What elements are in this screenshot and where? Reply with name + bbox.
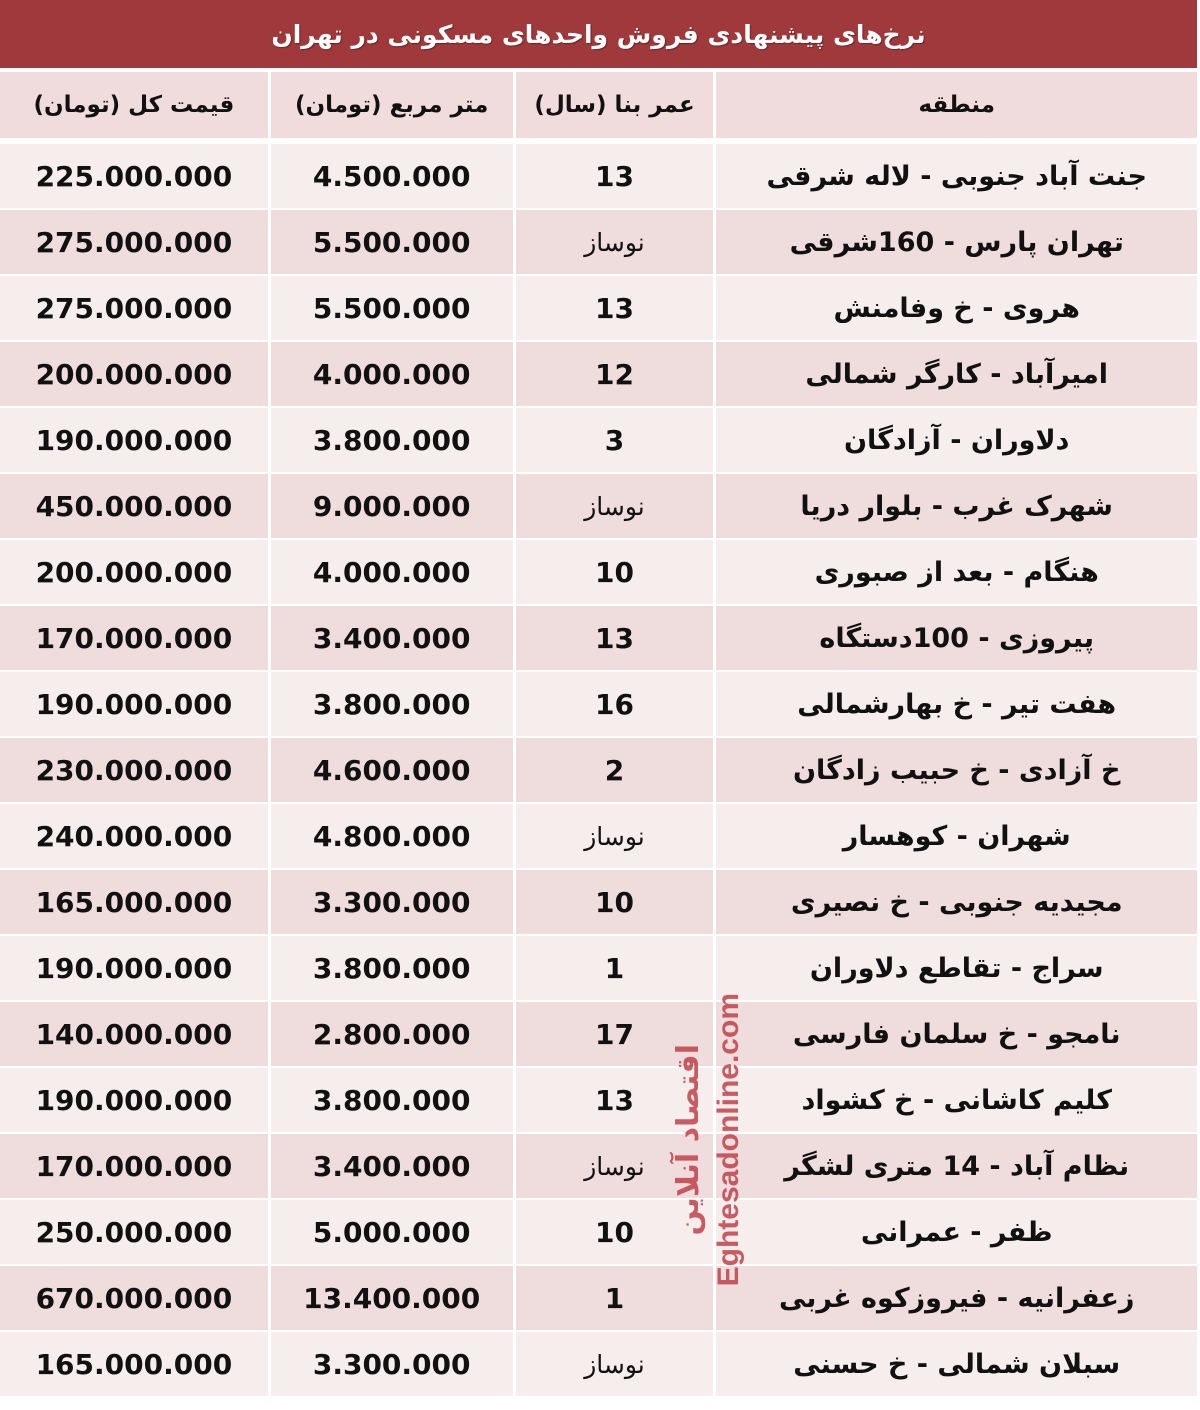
cell-region: سبلان شمالی - خ حسنی — [716, 1332, 1197, 1396]
cell-building-age: نوساز — [516, 1134, 714, 1198]
table-row — [0, 1002, 1197, 1066]
cell-building-age: 1 — [516, 936, 714, 1000]
table-header-row — [0, 72, 1197, 138]
cell-building-age: نوساز — [516, 474, 714, 538]
cell-total-price: 230.000.000 — [0, 738, 268, 802]
watermark-fa: اقتصاد آنلاین — [670, 1044, 706, 1236]
cell-region: کلیم کاشانی - خ کشواد — [716, 1068, 1197, 1132]
cell-region: امیرآباد - کارگر شمالی — [716, 342, 1197, 406]
cell-total-price: 170.000.000 — [0, 606, 268, 670]
cell-region: نظام آباد - 14 متری لشگر — [716, 1134, 1197, 1198]
cell-price-per-sqm: 3.300.000 — [271, 1332, 513, 1396]
cell-price-per-sqm: 9.000.000 — [271, 474, 513, 538]
table-row — [0, 408, 1197, 472]
price-table — [0, 72, 1197, 1398]
cell-building-age: نوساز — [516, 1332, 714, 1396]
cell-price-per-sqm: 2.800.000 — [271, 1002, 513, 1066]
cell-building-age: 3 — [516, 408, 714, 472]
cell-region: سراج - تقاطع دلاوران — [716, 936, 1197, 1000]
header-price-per-sqm: متر مربع (تومان) — [271, 72, 513, 138]
cell-price-per-sqm: 3.400.000 — [271, 606, 513, 670]
cell-building-age: 1 — [516, 1266, 714, 1330]
cell-total-price: 170.000.000 — [0, 1134, 268, 1198]
cell-price-per-sqm: 3.800.000 — [271, 1068, 513, 1132]
cell-region: پیروزی - 100دستگاه — [716, 606, 1197, 670]
table-row — [0, 672, 1197, 736]
table-row — [0, 606, 1197, 670]
cell-price-per-sqm: 4.000.000 — [271, 540, 513, 604]
cell-building-age: 13 — [516, 276, 714, 340]
cell-price-per-sqm: 4.600.000 — [271, 738, 513, 802]
cell-total-price: 190.000.000 — [0, 672, 268, 736]
cell-total-price: 190.000.000 — [0, 1068, 268, 1132]
cell-region: نامجو - خ سلمان فارسی — [716, 1002, 1197, 1066]
cell-price-per-sqm: 3.800.000 — [271, 408, 513, 472]
table-row — [0, 1332, 1197, 1396]
cell-building-age: نوساز — [516, 804, 714, 868]
table-row — [0, 276, 1197, 340]
cell-total-price: 190.000.000 — [0, 408, 268, 472]
cell-building-age: 10 — [516, 540, 714, 604]
cell-price-per-sqm: 4.000.000 — [271, 342, 513, 406]
cell-total-price: 240.000.000 — [0, 804, 268, 868]
cell-region: خ آزادی - خ حبیب زادگان — [716, 738, 1197, 802]
cell-building-age: 13 — [516, 606, 714, 670]
table-row — [0, 1134, 1197, 1198]
cell-total-price: 200.000.000 — [0, 540, 268, 604]
cell-price-per-sqm: 5.500.000 — [271, 276, 513, 340]
cell-building-age: 10 — [516, 870, 714, 934]
header-building-age: عمر بنا (سال) — [516, 72, 714, 138]
cell-price-per-sqm: 4.800.000 — [271, 804, 513, 868]
cell-building-age: نوساز — [516, 210, 714, 274]
cell-region: شهران - کوهسار — [716, 804, 1197, 868]
cell-price-per-sqm: 5.000.000 — [271, 1200, 513, 1264]
table-title: نرخ‌های پیشنهادی فروش واحدهای مسکونی در تهران — [0, 0, 1197, 68]
cell-total-price: 670.000.000 — [0, 1266, 268, 1330]
cell-region: مجیدیه جنوبی - خ نصیری — [716, 870, 1197, 934]
table-row — [0, 540, 1197, 604]
table-row — [0, 1266, 1197, 1330]
cell-price-per-sqm: 3.800.000 — [271, 936, 513, 1000]
cell-region: هفت تیر - خ بهارشمالی — [716, 672, 1197, 736]
cell-total-price: 140.000.000 — [0, 1002, 268, 1066]
cell-building-age: 12 — [516, 342, 714, 406]
cell-region: زعفرانیه - فیروزکوه غربی — [716, 1266, 1197, 1330]
table-row — [0, 804, 1197, 868]
cell-building-age: 13 — [516, 144, 714, 208]
cell-price-per-sqm: 3.800.000 — [271, 672, 513, 736]
cell-region: ظفر - عمرانی — [716, 1200, 1197, 1264]
watermark-en: Eghtesadonline.com — [711, 993, 745, 1287]
cell-region: هنگام - بعد از صبوری — [716, 540, 1197, 604]
cell-total-price: 165.000.000 — [0, 1332, 268, 1396]
cell-total-price: 225.000.000 — [0, 144, 268, 208]
cell-building-age: 17 — [516, 1002, 714, 1066]
table-row — [0, 738, 1197, 802]
cell-region: شهرک غرب - بلوار دریا — [716, 474, 1197, 538]
table-row — [0, 1068, 1197, 1132]
cell-region: جنت آباد جنوبی - لاله شرقی — [716, 144, 1197, 208]
cell-total-price: 450.000.000 — [0, 474, 268, 538]
cell-building-age: 13 — [516, 1068, 714, 1132]
cell-building-age: 10 — [516, 1200, 714, 1264]
cell-price-per-sqm: 3.400.000 — [271, 1134, 513, 1198]
cell-region: هروی - خ وفامنش — [716, 276, 1197, 340]
cell-building-age: 16 — [516, 672, 714, 736]
table-row — [0, 474, 1197, 538]
cell-region: تهران پارس - 160شرقی — [716, 210, 1197, 274]
table-row — [0, 144, 1197, 208]
table-row — [0, 342, 1197, 406]
cell-region: دلاوران - آزادگان — [716, 408, 1197, 472]
cell-total-price: 200.000.000 — [0, 342, 268, 406]
cell-total-price: 190.000.000 — [0, 936, 268, 1000]
cell-price-per-sqm: 3.300.000 — [271, 870, 513, 934]
cell-total-price: 275.000.000 — [0, 276, 268, 340]
header-total-price: قیمت کل (تومان) — [0, 72, 268, 138]
cell-price-per-sqm: 4.500.000 — [271, 144, 513, 208]
table-row — [0, 1200, 1197, 1264]
cell-price-per-sqm: 13.400.000 — [271, 1266, 513, 1330]
cell-total-price: 275.000.000 — [0, 210, 268, 274]
header-region: منطقه — [716, 72, 1197, 138]
cell-total-price: 250.000.000 — [0, 1200, 268, 1264]
table-row — [0, 210, 1197, 274]
cell-price-per-sqm: 5.500.000 — [271, 210, 513, 274]
cell-building-age: 2 — [516, 738, 714, 802]
table-body — [0, 144, 1197, 1396]
cell-total-price: 165.000.000 — [0, 870, 268, 934]
watermark — [648, 960, 768, 1320]
table-row — [0, 936, 1197, 1000]
table-row — [0, 870, 1197, 934]
